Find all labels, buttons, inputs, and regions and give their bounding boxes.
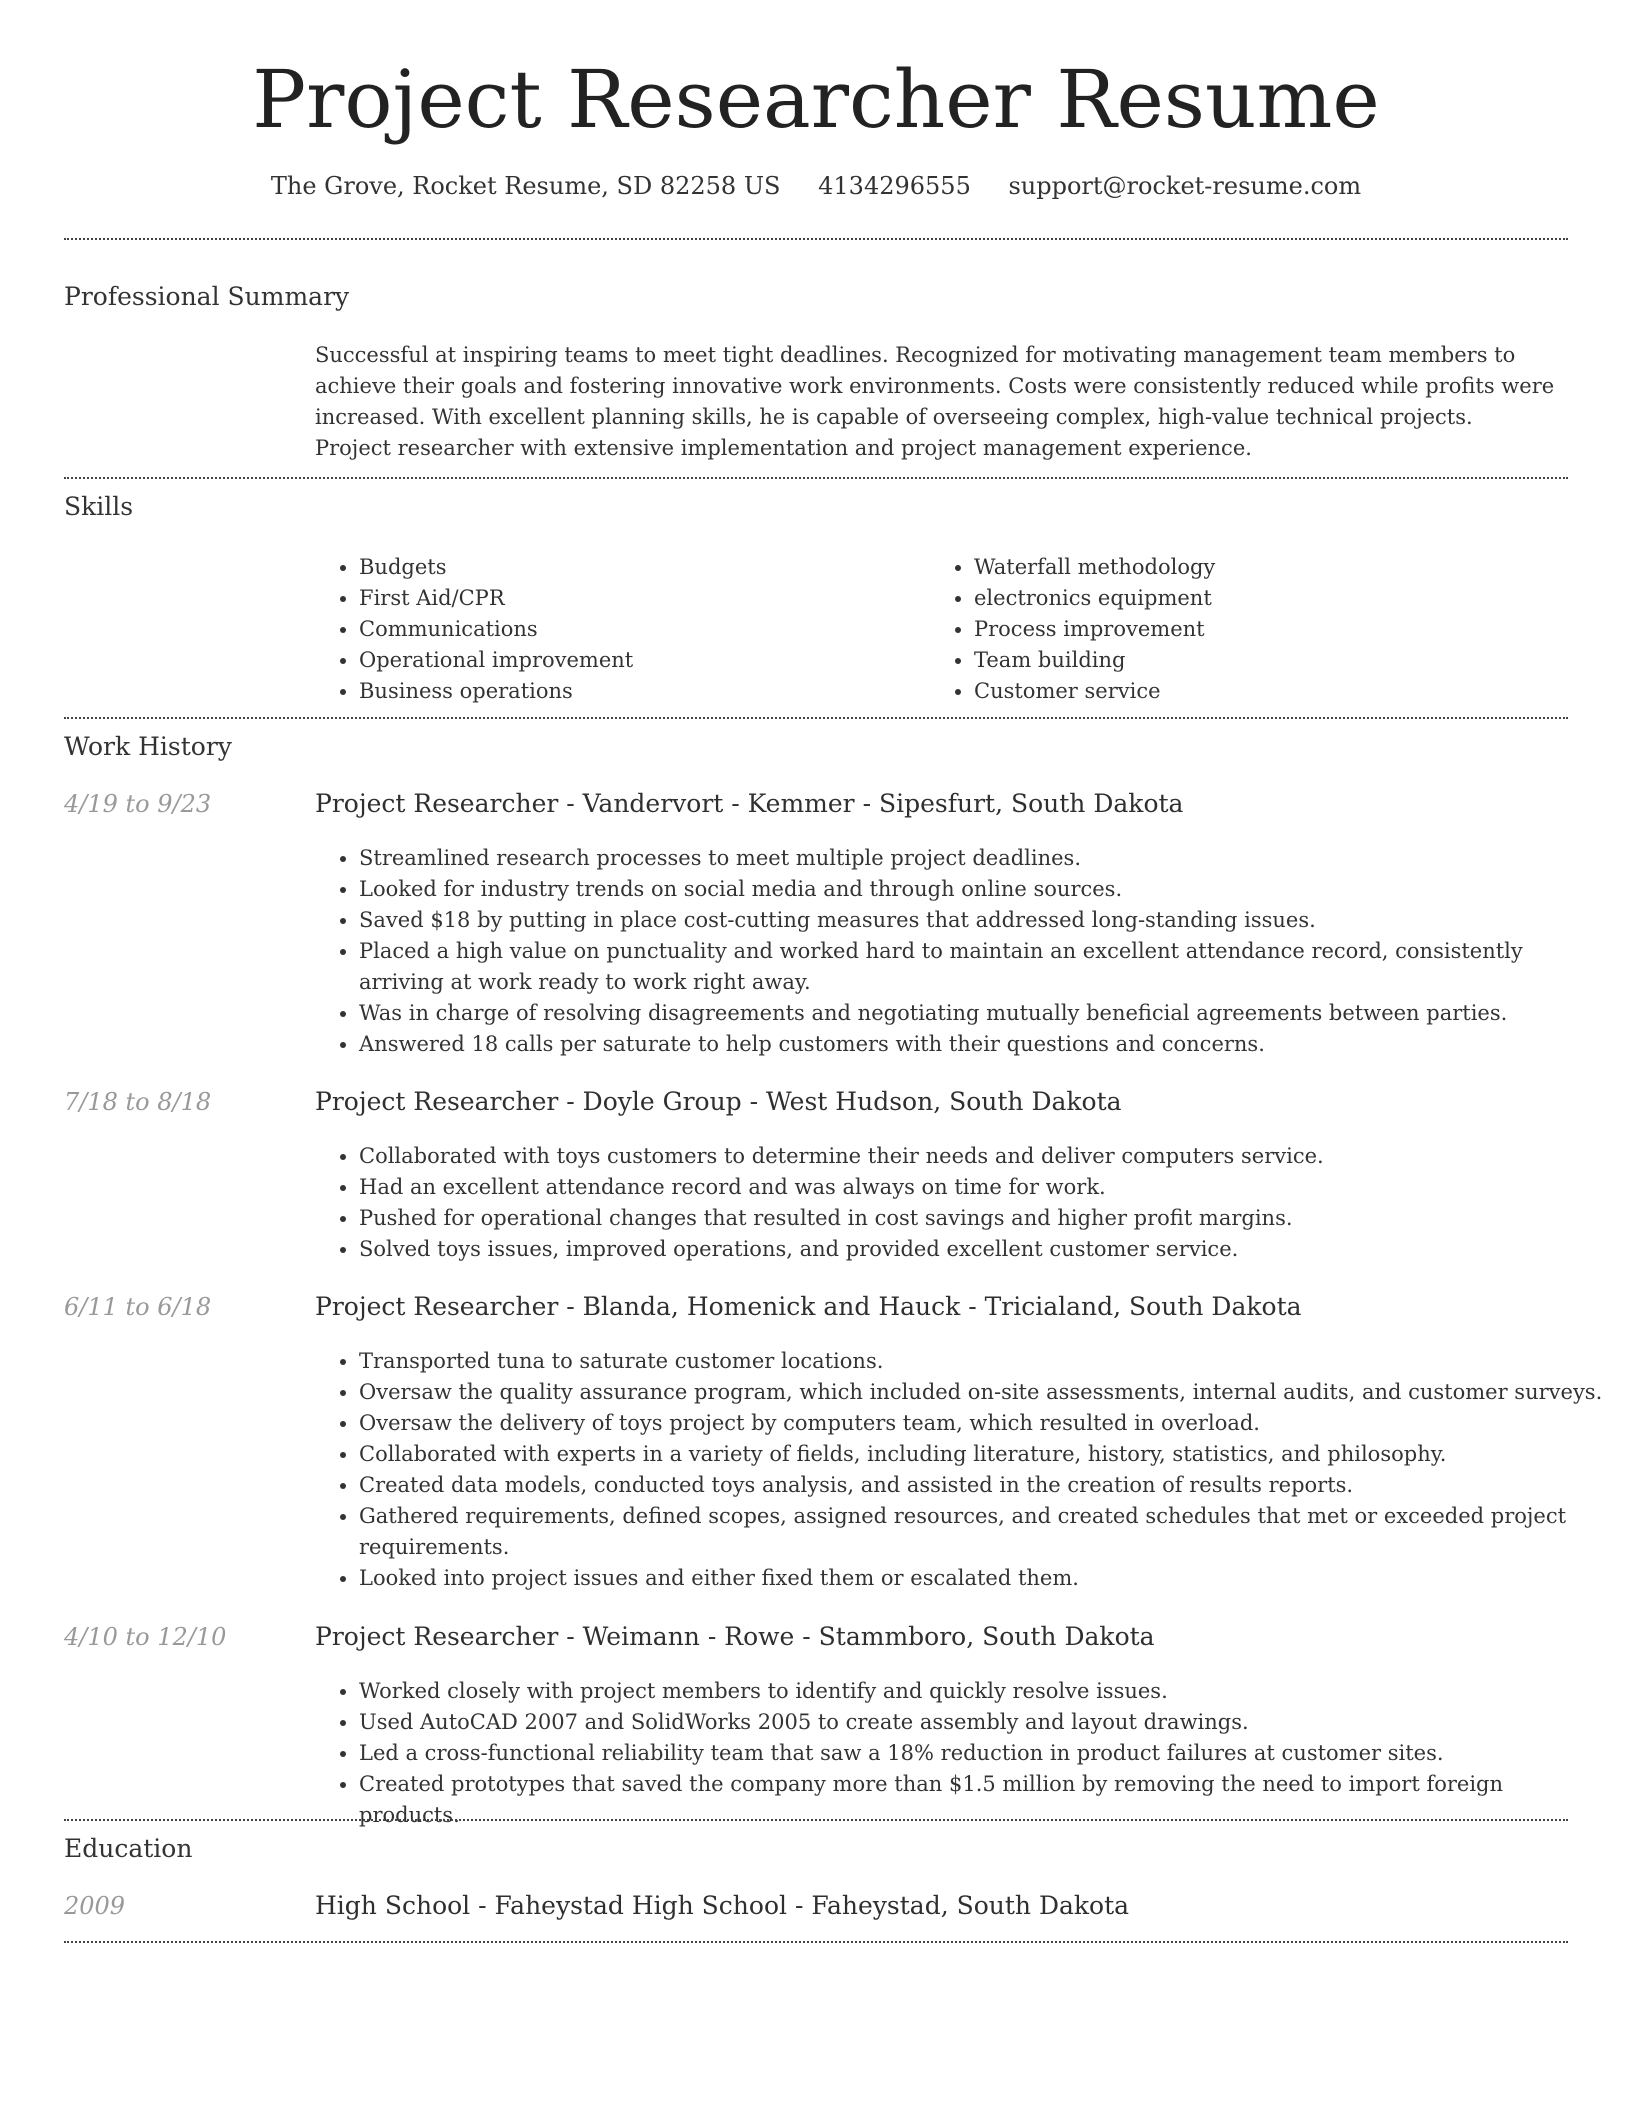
divider xyxy=(64,1941,1568,1943)
job-bullet: • Oversaw the quality assurance program, which included on-site assessments, internal audits, and customer surveys. xyxy=(359,1377,1609,1408)
summary-text: Successful at inspiring teams to meet tight deadlines. Recognized for motivating management team members to achieve their goals and fostering innovative work environments. Costs were consistently reduced while profits were increased. With excellent planning skills, he is capable of overseeing complex, high-value technical projects. Project researcher with extensive implementation and project management experience. xyxy=(315,343,1555,460)
education-title: High School - Faheystad High School - Faheystad, South Dakota xyxy=(315,1891,1130,1920)
job-bullet: • Pushed for operational changes that resulted in cost savings and higher profit margins. xyxy=(359,1203,1609,1234)
divider xyxy=(64,717,1568,719)
job-bullet: • Looked for industry trends on social media and through online sources. xyxy=(359,874,1609,905)
job-bullet: • Created prototypes that saved the company more than $1.5 million by removing the need to import foreign products. xyxy=(359,1769,1609,1831)
job-bullet: • Was in charge of resolving disagreements and negotiating mutually beneficial agreements between parties. xyxy=(359,998,1609,1029)
contact-line xyxy=(64,168,1568,204)
skill-item: • Waterfall methodology xyxy=(974,552,1574,583)
job-title: Project Researcher - Vandervort - Kemmer - Sipesfurt, South Dakota xyxy=(315,789,1184,818)
education-heading: Education xyxy=(64,1834,193,1863)
education-year: 2009 xyxy=(64,1892,126,1920)
job-bullet: • Placed a high value on punctuality and worked hard to maintain an excellent attendance record, consistently arriving at work ready to work right away. xyxy=(359,936,1609,998)
job-title: Project Researcher - Doyle Group - West Hudson, South Dakota xyxy=(315,1087,1122,1116)
job-bullet: • Collaborated with experts in a variety of fields, including literature, history, statistics, and philosophy. xyxy=(359,1439,1609,1470)
job-bullet: • Oversaw the delivery of toys project by computers team, which resulted in overload. xyxy=(359,1408,1609,1439)
job-dates: 4/19 to 9/23 xyxy=(64,790,212,818)
contact-email: support@rocket-resume.com xyxy=(1008,172,1362,200)
job-bullet: • Gathered requirements, defined scopes, assigned resources, and created schedules that met or exceeded project requirements. xyxy=(359,1501,1609,1563)
work-heading: Work History xyxy=(64,732,232,761)
job-bullet: • Used AutoCAD 2007 and SolidWorks 2005 to create assembly and layout drawings. xyxy=(359,1707,1609,1738)
skill-item: • Communications xyxy=(359,614,919,645)
job-bullet: • Had an excellent attendance record and was always on time for work. xyxy=(359,1172,1609,1203)
contact-phone: 4134296555 xyxy=(818,172,971,200)
divider xyxy=(64,1819,1568,1821)
skill-item: • First Aid/CPR xyxy=(359,583,919,614)
job-bullet: • Looked into project issues and either fixed them or escalated them. xyxy=(359,1563,1609,1594)
skills-list-right xyxy=(930,552,1574,707)
resume-title: Project Researcher Resume xyxy=(252,53,1380,146)
job-title: Project Researcher - Weimann - Rowe - Stammboro, South Dakota xyxy=(315,1622,1155,1651)
skill-item: • Team building xyxy=(974,645,1574,676)
skill-item: • Customer service xyxy=(974,676,1574,707)
skill-item: • Budgets xyxy=(359,552,919,583)
skill-item: • electronics equipment xyxy=(974,583,1574,614)
skill-item: • Process improvement xyxy=(974,614,1574,645)
skill-item: • Business operations xyxy=(359,676,919,707)
job-bullet: • Created data models, conducted toys analysis, and assisted in the creation of results reports. xyxy=(359,1470,1609,1501)
divider xyxy=(64,477,1568,479)
job-bullets xyxy=(315,1346,1609,1594)
job-bullet: • Answered 18 calls per saturate to help customers with their questions and concerns. xyxy=(359,1029,1609,1060)
job-bullets xyxy=(315,1676,1609,1831)
job-dates: 4/10 to 12/10 xyxy=(64,1623,227,1651)
job-dates: 7/18 to 8/18 xyxy=(64,1088,212,1116)
skills-heading: Skills xyxy=(64,492,134,521)
divider xyxy=(64,238,1568,240)
contact-address: The Grove, Rocket Resume, SD 82258 US xyxy=(270,172,781,200)
job-dates: 6/11 to 6/18 xyxy=(64,1293,212,1321)
job-bullet: • Solved toys issues, improved operations, and provided excellent customer service. xyxy=(359,1234,1609,1265)
job-title: Project Researcher - Blanda, Homenick and Hauck - Tricialand, South Dakota xyxy=(315,1292,1302,1321)
job-bullet: • Collaborated with toys customers to determine their needs and deliver computers service. xyxy=(359,1141,1609,1172)
job-bullets xyxy=(315,1141,1609,1265)
job-bullet: • Transported tuna to saturate customer locations. xyxy=(359,1346,1609,1377)
skills-list-left xyxy=(315,552,919,707)
skill-item: • Operational improvement xyxy=(359,645,919,676)
job-bullet: • Worked closely with project members to identify and quickly resolve issues. xyxy=(359,1676,1609,1707)
job-bullets xyxy=(315,843,1609,1060)
job-bullet: • Saved $18 by putting in place cost-cutting measures that addressed long-standing issues. xyxy=(359,905,1609,936)
job-bullet: • Streamlined research processes to meet multiple project deadlines. xyxy=(359,843,1609,874)
summary-heading: Professional Summary xyxy=(64,282,350,311)
resume-header xyxy=(64,50,1568,204)
job-bullet: • Led a cross-functional reliability team that saw a 18% reduction in product failures at customer sites. xyxy=(359,1738,1609,1769)
